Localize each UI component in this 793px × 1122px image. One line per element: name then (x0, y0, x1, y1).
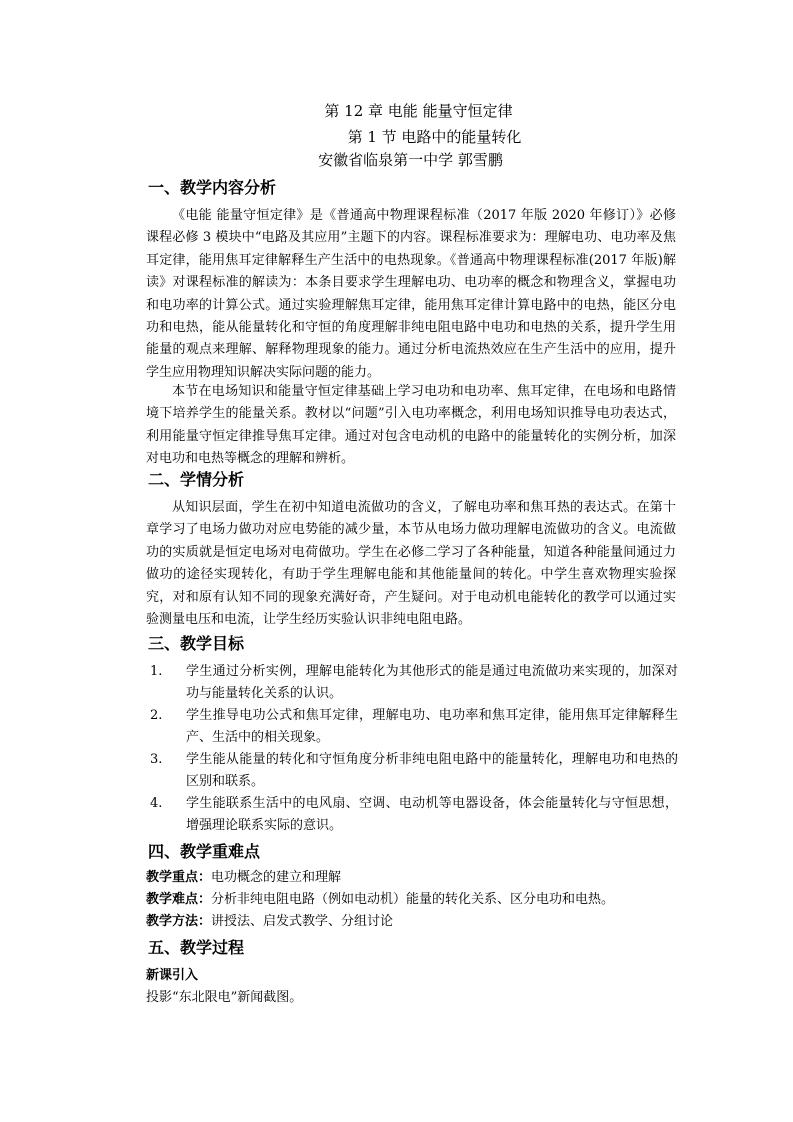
teaching-difficulty-text: 分析非纯电阻电路（例如电动机）能量的转化关系、区分电功和电热。 (211, 892, 615, 907)
goal-number: 1. (150, 664, 163, 679)
subheading-new-lesson-intro: 新课引入 (146, 968, 199, 983)
heading-content-analysis: 一、教学内容分析 (148, 178, 277, 197)
goal-item (150, 705, 678, 750)
student-analysis-paragraph: 从知识层面，学生在初中知道电流做功的含义，了解电功率和焦耳热的表达式。在第十章学习了电场力做功对应电势能的减少量，本节从电场力做功理解电流做功的含义。电流做功的实质就是恒定电场对电荷做功。学生在必修二学习了各种能量，知道各种能量间通过力做功的途径实现转化，有助于学生理解电能和其他能量间的转化。中学生喜欢物理实验探究，对和原有认知不同的现象充满好奇，产生疑问。对于电动机电能转化的教学可以通过实验测量电压和电流，让学生经历实验认识非纯电阻电路。 (146, 500, 676, 628)
goal-item (150, 793, 678, 838)
content-analysis-paragraph-1: 《电能 能量守恒定律》是《普通高中物理课程标准（2017 年版 2020 年修订）》必修课程必修 3 模块中“电路及其应用”主题下的内容。课程标准要求为：理解电功、电功率及焦耳定律，能用焦耳定律解释生产生活中的电热现象。《普通高中物理课程标准(2017 年版)解读》对课程标准的解读为：本条目要求学生理解电功、电功率的概念和物理含义，掌握电功和电功率的计算公式。通过实验理解焦耳定律，能用焦耳定律计算电路中的电热，能区分电功和电热，能从能量转化和守恒的角度理解非纯电阻电路中电功和电热的关系，提升学生用能量的观点来理解、解释物理现象的能力。通过分析电流热效应在生产生活中的应用，提升学生应用物理知识解决实际问题的能力。 (146, 208, 676, 380)
teaching-method-text: 讲授法、启发式教学、分组讨论 (211, 914, 394, 929)
goal-item (150, 661, 678, 706)
goal-text: 学生能从能量的转化和守恒角度分析非纯电阻电路中的能量转化，理解电功和电热的区别和联系。 (186, 752, 678, 790)
teaching-key-line (146, 868, 341, 888)
section-title: 第 1 节 电路中的能量转化 (347, 128, 522, 146)
heading-student-analysis: 二、学情分析 (148, 470, 245, 489)
heading-teaching-goals: 三、教学目标 (148, 634, 245, 653)
heading-teaching-process: 五、教学过程 (148, 938, 245, 957)
teaching-key-text: 电功概念的建立和理解 (211, 870, 342, 885)
teaching-difficulty-line (146, 890, 614, 910)
goal-number: 4. (150, 796, 163, 811)
heading-key-difficulties: 四、教学重难点 (148, 842, 261, 861)
goal-text: 学生通过分析实例，理解电能转化为其他形式的能是通过电流做功来实现的，加深对功与能量转化关系的认识。 (186, 664, 678, 702)
teaching-difficulty-label: 教学难点： (146, 892, 212, 907)
goal-item (150, 749, 678, 794)
intro-line: 投影“东北限电”新闻截图。 (146, 990, 303, 1005)
teaching-key-label: 教学重点： (146, 870, 212, 885)
goal-number: 3. (150, 752, 163, 767)
teaching-method-line (146, 912, 393, 932)
teaching-method-label: 教学方法： (146, 914, 212, 929)
goal-number: 2. (150, 708, 163, 723)
author-line: 安徽省临泉第一中学 郭雪鹏 (318, 151, 503, 169)
content-analysis-paragraph-2: 本节在电场知识和能量守恒定律基础上学习电功和电功率、焦耳定律，在电场和电路情境下培养学生的能量关系。教材以“问题”引入电功率概念，利用电场知识推导电功表达式，利用能量守恒定律推导焦耳定律。通过对包含电动机的电路中的能量转化的实例分析，加深对电功和电热等概念的理解和辨析。 (146, 384, 676, 467)
goal-text: 学生推导电功公式和焦耳定律，理解电功、电功率和焦耳定律，能用焦耳定律解释生产、生活中的相关现象。 (186, 708, 678, 746)
chapter-title: 第 12 章 电能 能量守恒定律 (324, 102, 513, 120)
goal-text: 学生能联系生活中的电风扇、空调、电动机等电器设备，体会能量转化与守恒思想，增强理论联系实际的意识。 (186, 796, 678, 834)
